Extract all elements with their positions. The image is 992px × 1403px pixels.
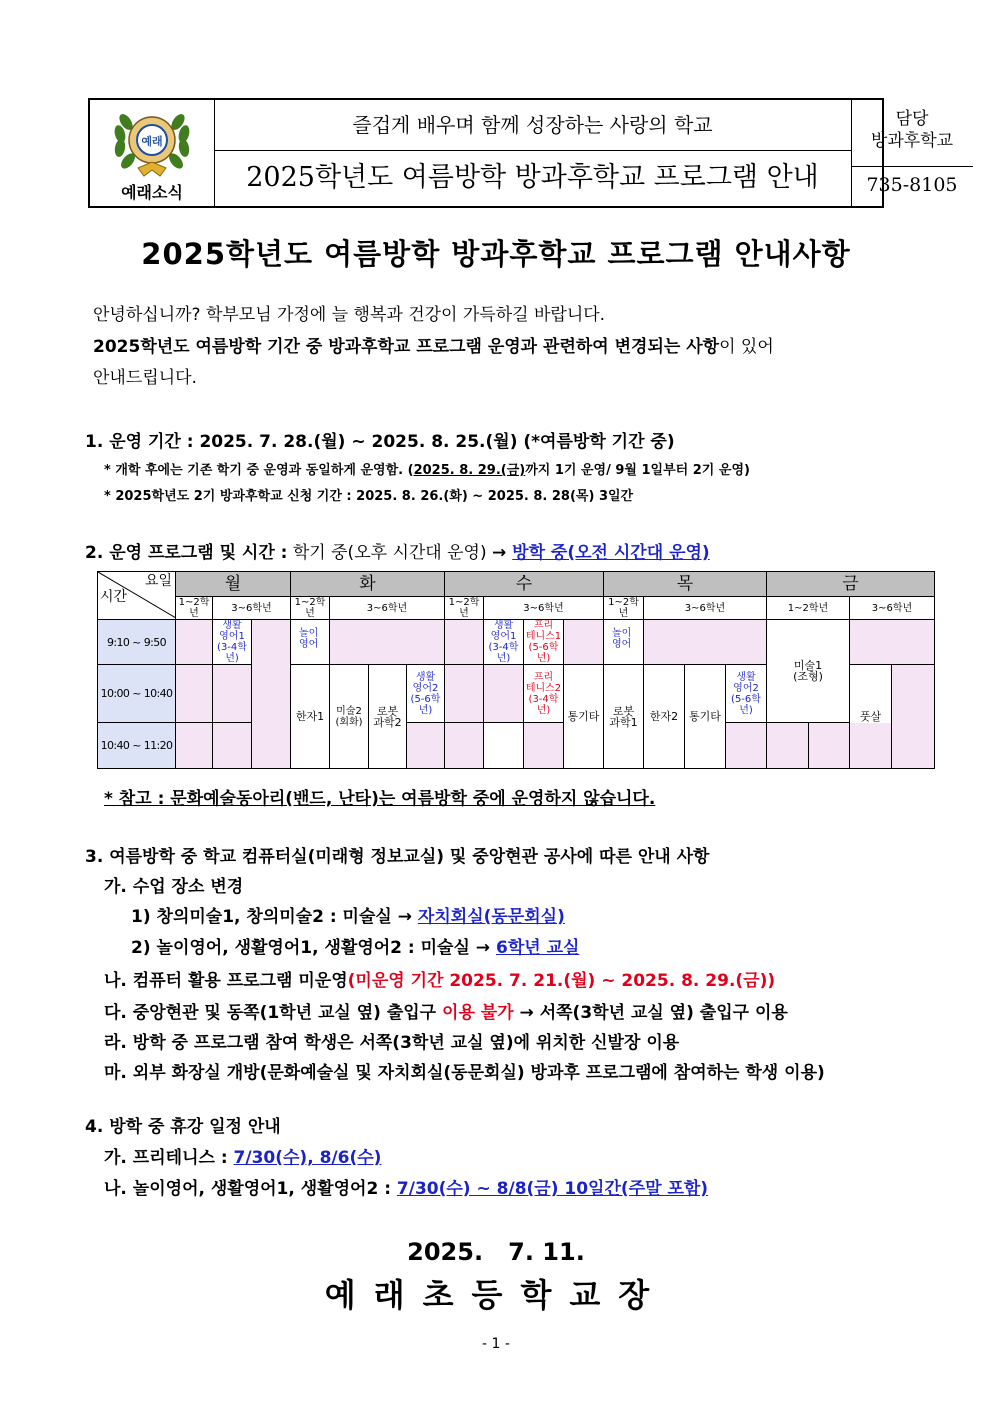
s4-na-a: 나. 놀이영어, 생활영어1, 생활영어2 : — [104, 1179, 397, 1199]
time-slot-1: 9:10 ~ 9:50 — [98, 620, 176, 665]
time-slot-3: 10:40 ~ 11:20 — [98, 723, 176, 769]
s4-ga-b: 7/30(수), 8/6(수) — [233, 1148, 382, 1168]
laurel-emblem-icon — [108, 104, 196, 180]
section-3-ra: 라. 방학 중 프로그램 참여 학생은 서쪽(3학년 교실 옆)에 위치한 신발장 이용 — [104, 1033, 680, 1053]
program-wed-guitar: 통기타 — [564, 665, 604, 769]
timetable-cell — [445, 723, 484, 769]
club-note: * 참고 : 문화예술동아리(밴드, 난타)는 여름방학 중에 운영하지 않습니다. — [104, 789, 656, 809]
timetable-cell — [644, 620, 767, 665]
section-2-highlight: 방학 중(오전 시간대 운영) — [512, 543, 710, 563]
grade-low: 1~2학년 — [767, 597, 850, 620]
program-fri-futsal: 풋살 — [850, 665, 892, 769]
timetable-cell — [564, 620, 604, 665]
dept-label: 담당 — [895, 109, 929, 129]
day-fri: 금 — [767, 572, 935, 597]
day-thu: 목 — [604, 572, 767, 597]
grade-high: 3~6학년 — [330, 597, 445, 620]
na-a: 나. 컴퓨터 활용 프로그램 미운영 — [104, 971, 348, 991]
section-2-note — [104, 784, 655, 809]
section-3-ga: 가. 수업 장소 변경 — [104, 877, 244, 897]
program-thu-hanja2: 한자2 — [644, 665, 685, 769]
section-3-ma: 마. 외부 화장실 개방(문화예술실 및 자치회실(동문회실) 방과후 프로그램에 참여하는 학생 이용) — [104, 1063, 825, 1083]
day-mon: 월 — [176, 572, 291, 597]
corner-cell — [98, 572, 176, 620]
program-fri-art1: 미술1 (조형) — [767, 620, 850, 723]
timetable-cell — [445, 620, 484, 665]
school-slogan: 즐겁게 배우며 함께 성장하는 사랑의 학교 — [214, 100, 851, 151]
grade-high: 3~6학년 — [484, 597, 604, 620]
program-wed-tennis2: 프리 테니스2 (3-4학년) — [524, 665, 564, 723]
timetable-cell — [892, 665, 935, 769]
header-title: 2025학년도 여름방학 방과후학교 프로그램 안내 — [246, 162, 819, 193]
grade-low: 1~2학년 — [291, 597, 330, 620]
logo-label: 예래소식 — [121, 183, 183, 202]
section-3-title: 3. 여름방학 중 학교 컴퓨터실(미래형 정보교실) 및 중앙현관 공사에 따른 안내 사항 — [85, 847, 710, 867]
page-number: - 1 - — [482, 1336, 510, 1352]
section-1-title: 1. 운영 기간 : 2025. 7. 28.(월) ~ 2025. 8. 25.(월) (*여름방학 기간 중) — [85, 432, 675, 452]
da-b: 이용 불가 — [442, 1003, 514, 1023]
s4-na-b: 7/30(수) ~ 8/8(금) 10일간(주말 포함) — [396, 1179, 709, 1199]
timetable-cell — [213, 665, 252, 723]
timetable-cell — [524, 723, 564, 769]
program-wed-tennis1: 프리 테니스1 (5-6학년) — [524, 620, 564, 665]
timetable — [97, 571, 935, 769]
timetable-cell — [176, 620, 213, 665]
timetable-cell — [484, 723, 524, 769]
ga-2-a: 2) 놀이영어, 생활영어1, 생활영어2 : 미술실 → — [131, 938, 496, 958]
grade-high: 3~6학년 — [213, 597, 291, 620]
timetable-cell — [850, 620, 935, 665]
note-1-a: * 개학 후에는 기존 학기 중 운영과 동일하게 운영함. ( — [104, 463, 414, 478]
intro-line-3: 안내드립니다. — [93, 368, 197, 388]
section-3-ga-1 — [131, 902, 565, 927]
header-center — [214, 100, 852, 206]
timetable-cell — [213, 723, 252, 769]
grade-low: 1~2학년 — [176, 597, 213, 620]
newsletter-header — [88, 98, 958, 208]
intro-line-2 — [93, 332, 774, 357]
note-1-b: 까지 1기 운영/ 9월 1일부터 2기 운영) — [525, 463, 750, 478]
ga-1-a: 1) 창의미술1, 창의미술2 : 미술실 → — [131, 907, 418, 927]
section-3-ga-2 — [131, 933, 579, 958]
section-4-na — [104, 1174, 708, 1199]
program-tue-art2: 미술2 (회화) — [330, 665, 369, 769]
contact-dept — [851, 100, 973, 152]
intro-line-1: 안녕하십니까? 학부모님 가정에 늘 행복과 건강이 가득하길 바랍니다. — [93, 305, 606, 325]
da-c: → 서쪽(3학년 교실 옆) 출입구 이용 — [513, 1003, 788, 1023]
program-mon-english1: 생활 영어1 (3-4학년) — [213, 620, 252, 665]
section-4-title: 4. 방학 중 휴강 일정 안내 — [85, 1117, 281, 1137]
logo-seal-text: 예래 — [141, 135, 163, 148]
timetable-cell — [726, 723, 767, 769]
arrow-icon: → — [492, 543, 507, 563]
grade-low: 1~2학년 — [445, 597, 484, 620]
grade-low: 1~2학년 — [604, 597, 644, 620]
program-thu-guitar: 통기타 — [685, 665, 726, 769]
section-2-title — [85, 538, 710, 563]
section-2-heading: 2. 운영 프로그램 및 시간 : — [85, 543, 288, 563]
contact-phone: 735-8105 — [851, 166, 973, 203]
corner-day-label: 요일 — [144, 573, 172, 589]
section-3-na — [104, 966, 775, 991]
note-1-date: 2025. 8. 29.(금) — [413, 463, 526, 478]
program-thu-play-english: 놀이 영어 — [604, 620, 644, 665]
timetable-cell — [407, 723, 445, 769]
program-tue-play-english: 놀이 영어 — [291, 620, 330, 665]
program-tue-english2: 생활 영어2 (5-6학년) — [407, 665, 445, 723]
ga-2-b: 6학년 교실 — [495, 938, 580, 958]
program-thu-english2: 생활 영어2 (5-6학년) — [726, 665, 767, 723]
timetable-cell — [252, 620, 291, 769]
timetable-cell — [484, 665, 524, 723]
timetable-cell — [176, 723, 213, 769]
grade-high: 3~6학년 — [850, 597, 935, 620]
day-wed: 수 — [445, 572, 604, 597]
timetable-cell — [330, 620, 445, 665]
corner-time-label: 시간 — [100, 589, 128, 605]
s4-ga-a: 가. 프리테니스 : — [104, 1148, 234, 1168]
timetable-cell — [809, 723, 892, 769]
program-tue-robot2: 로봇 과학2 — [369, 665, 407, 769]
timetable-cell — [767, 723, 809, 769]
section-2-normal: 학기 중(오후 시간대 운영) — [287, 543, 492, 563]
timetable-cell — [445, 665, 484, 723]
program-wed-english1: 생활 영어1 (3-4학년) — [484, 620, 524, 665]
section-1-note-1 — [104, 459, 750, 478]
time-slot-2: 10:00 ~ 10:40 — [98, 665, 176, 723]
intro-line-2-bold: 2025학년도 여름방학 기간 중 방과후학교 프로그램 운영과 관련하여 변경되는 사항 — [93, 337, 720, 357]
section-1-note-2: * 2025학년도 2기 방과후학교 신청 기간 : 2025. 8. 26.(화) ~ 2025. 8. 28(목) 3일간 — [104, 489, 634, 504]
program-thu-robot1: 로봇 과학1 — [604, 665, 644, 769]
na-b: (미운영 기간 2025. 7. 21.(월) ~ 2025. 8. 29.(금)) — [347, 971, 776, 991]
ga-1-b: 자치회실(동문회실) — [417, 907, 565, 927]
section-4-ga — [104, 1143, 381, 1168]
section-3-da — [104, 998, 788, 1023]
principal-signature: 예래초등학교장 — [324, 1276, 668, 1314]
issue-date: 2025. 7. 11. — [407, 1238, 585, 1266]
program-tue-hanja1: 한자1 — [291, 665, 330, 769]
page-title: 2025학년도 여름방학 방과후학교 프로그램 안내사항 — [141, 237, 851, 271]
timetable-cell — [176, 665, 213, 723]
da-a: 다. 중앙현관 및 동쪽(1학년 교실 옆) 출입구 — [104, 1003, 443, 1023]
day-tue: 화 — [291, 572, 445, 597]
dept-name: 방과후학교 — [870, 131, 954, 151]
grade-high: 3~6학년 — [644, 597, 767, 620]
intro-line-2-rest: 이 있어 — [719, 337, 774, 357]
school-logo — [90, 100, 215, 206]
